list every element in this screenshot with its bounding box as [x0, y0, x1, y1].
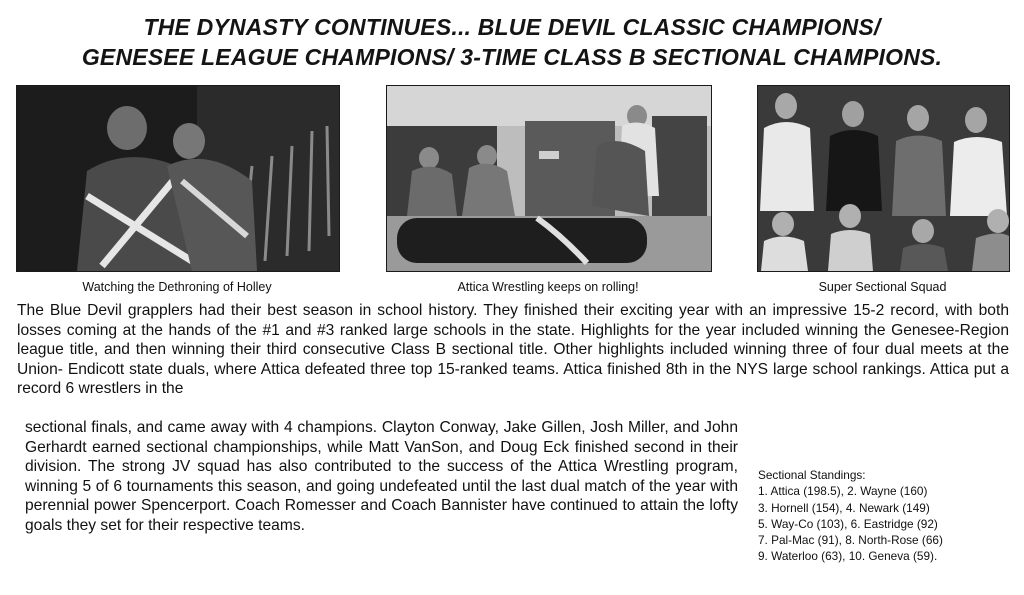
article-continued: sectional finals, and came away with 4 champions. Clayton Conway, Jake Gillen, Josh Miller, and John Gerhardt earned sectional championships, while Matt VanSon, and Doug Eck finished second in their division. The strong JV squad has also contributed to the success of the Attica Wrestling program, winning 5 of 6 tournaments this season, and going undefeated until the last dual match of the year with perennial power Spencerport. Coach Romesser and Coach Bannister have continued to attain the lofty goals they set for their respective teams.: [25, 419, 738, 534]
headline-line-1: THE DYNASTY CONTINUES... BLUE DEVIL CLASSIC CHAMPIONS/: [143, 14, 881, 40]
standings-line: 5. Way-Co (103), 6. Eastridge (92): [758, 516, 938, 531]
photo-caption-2: Attica Wrestling keeps on rolling!: [457, 280, 639, 294]
photo-spectators: [16, 85, 340, 272]
photo-sectional-squad: [757, 85, 1010, 272]
standings-line: 3. Hornell (154), 4. Newark (149): [758, 500, 930, 515]
photo-mat-roll: [386, 85, 712, 272]
sectional-standings: [758, 467, 1020, 565]
photo-caption-3: Super Sectional Squad: [818, 280, 947, 294]
photo-caption-1: Watching the Dethroning of Holley: [82, 280, 272, 294]
standings-line: 7. Pal-Mac (91), 8. North-Rose (66): [758, 533, 943, 548]
standings-line: 9. Waterloo (63), 10. Geneva (59).: [758, 549, 938, 564]
standings-line: 1. Attica (198.5), 2. Wayne (160): [758, 484, 928, 499]
article-intro: The Blue Devil grapplers had their best season in school history. They finished their exciting year with an impressive 15-2 record, with both losses coming at the hands of the #1 and #3 ranked large schools in the state. Highlights for the year included winning the Genesee-Region league title, and then winning their third consecutive Class B sectional title. Other highlights included winning three of four dual meets at the Union- Endicott state duals, where Attica defeated three top 15-ranked teams. Attica finished 8th in the NYS large school rankings. Attica put a record 6 wrestlers in the: [17, 302, 1009, 398]
standings-title: Sectional Standings:: [758, 468, 866, 482]
headline-line-2: GENESEE LEAGUE CHAMPIONS/ 3-TIME CLASS B SECTIONAL CHAMPIONS.: [81, 44, 943, 70]
